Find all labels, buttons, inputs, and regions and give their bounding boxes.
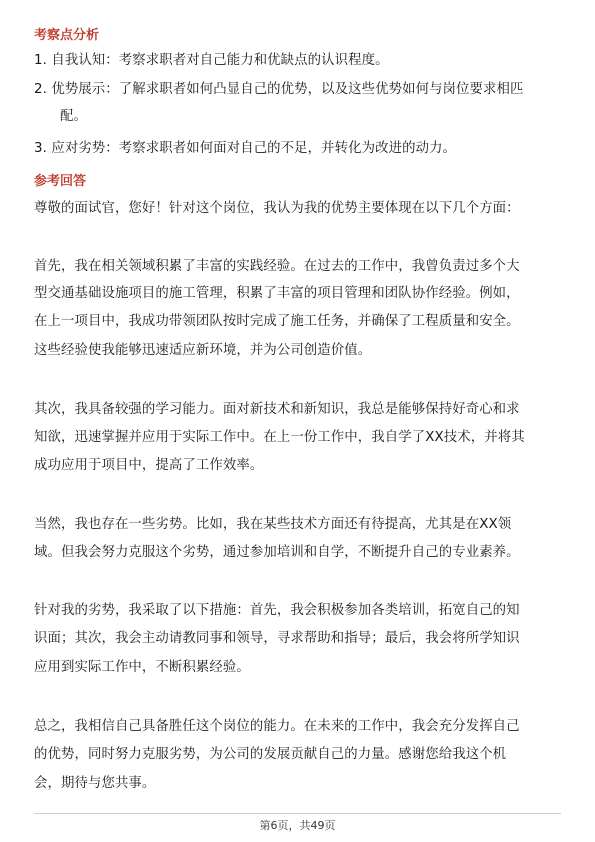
analysis-item-3: 3. 应对劣势：考察求职者如何面对自己的不足，并转化为改进的动力。: [34, 141, 457, 156]
answer-heading: 参考回答: [34, 174, 87, 189]
analysis-heading: 考察点分析: [34, 28, 100, 43]
page-number: 第6页，共49页: [259, 819, 336, 832]
answer-intro: 尊敬的面试官，您好！针对这个岗位，我认为我的优势主要体现在以下几个方面：: [34, 201, 520, 216]
p4-line-2: 识面；其次，我会主动请教同事和领导，寻求帮助和指导；最后，我会将所学知识: [34, 631, 520, 646]
p2-line-2: 知欲，迅速掌握并应用于实际工作中。在上一份工作中，我自学了XX技术，并将其: [34, 430, 525, 445]
p1-line-4: 这些经验使我能够迅速适应新环境，并为公司创造价值。: [34, 343, 372, 358]
analysis-item-2-cont: 配。: [60, 109, 87, 124]
analysis-item-2: 2. 优势展示：了解求职者如何凸显自己的优势，以及这些优势如何与岗位要求相匹: [34, 82, 524, 97]
p1-line-1: 首先，我在相关领域积累了丰富的实践经验。在过去的工作中，我曾负责过多个大: [34, 259, 520, 274]
p5-line-2: 的优势，同时努力克服劣势，为公司的发展贡献自己的力量。感谢您给我这个机: [34, 747, 507, 762]
p1-line-3: 在上一项目中，我成功带领团队按时完成了施工任务，并确保了工程质量和安全。: [34, 314, 520, 329]
p3-line-2: 域。但我会努力克服这个劣势，通过参加培训和自学，不断提升自己的专业素养。: [34, 545, 520, 560]
p4-line-3: 应用到实际工作中，不断积累经验。: [34, 660, 250, 675]
p2-line-3: 成功应用于项目中，提高了工作效率。: [34, 458, 264, 473]
p5-line-3: 会，期待与您共事。: [34, 776, 156, 791]
p2-line-1: 其次，我具备较强的学习能力。面对新技术和新知识，我总是能够保持好奇心和求: [34, 402, 520, 417]
analysis-item-1: 1. 自我认知：考察求职者对自己能力和优缺点的认识程度。: [34, 53, 389, 68]
footer-divider: [34, 813, 561, 814]
p4-line-1: 针对我的劣势，我采取了以下措施：首先，我会积极参加各类培训，拓宽自己的知: [34, 603, 520, 618]
p1-line-2: 型交通基础设施项目的施工管理，积累了丰富的项目管理和团队协作经验。例如，: [34, 286, 520, 301]
p5-line-1: 总之，我相信自己具备胜任这个岗位的能力。在未来的工作中，我会充分发挥自己: [34, 719, 520, 734]
p3-line-1: 当然，我也存在一些劣势。比如，我在某些技术方面还有待提高，尤其是在XX领: [34, 517, 512, 532]
